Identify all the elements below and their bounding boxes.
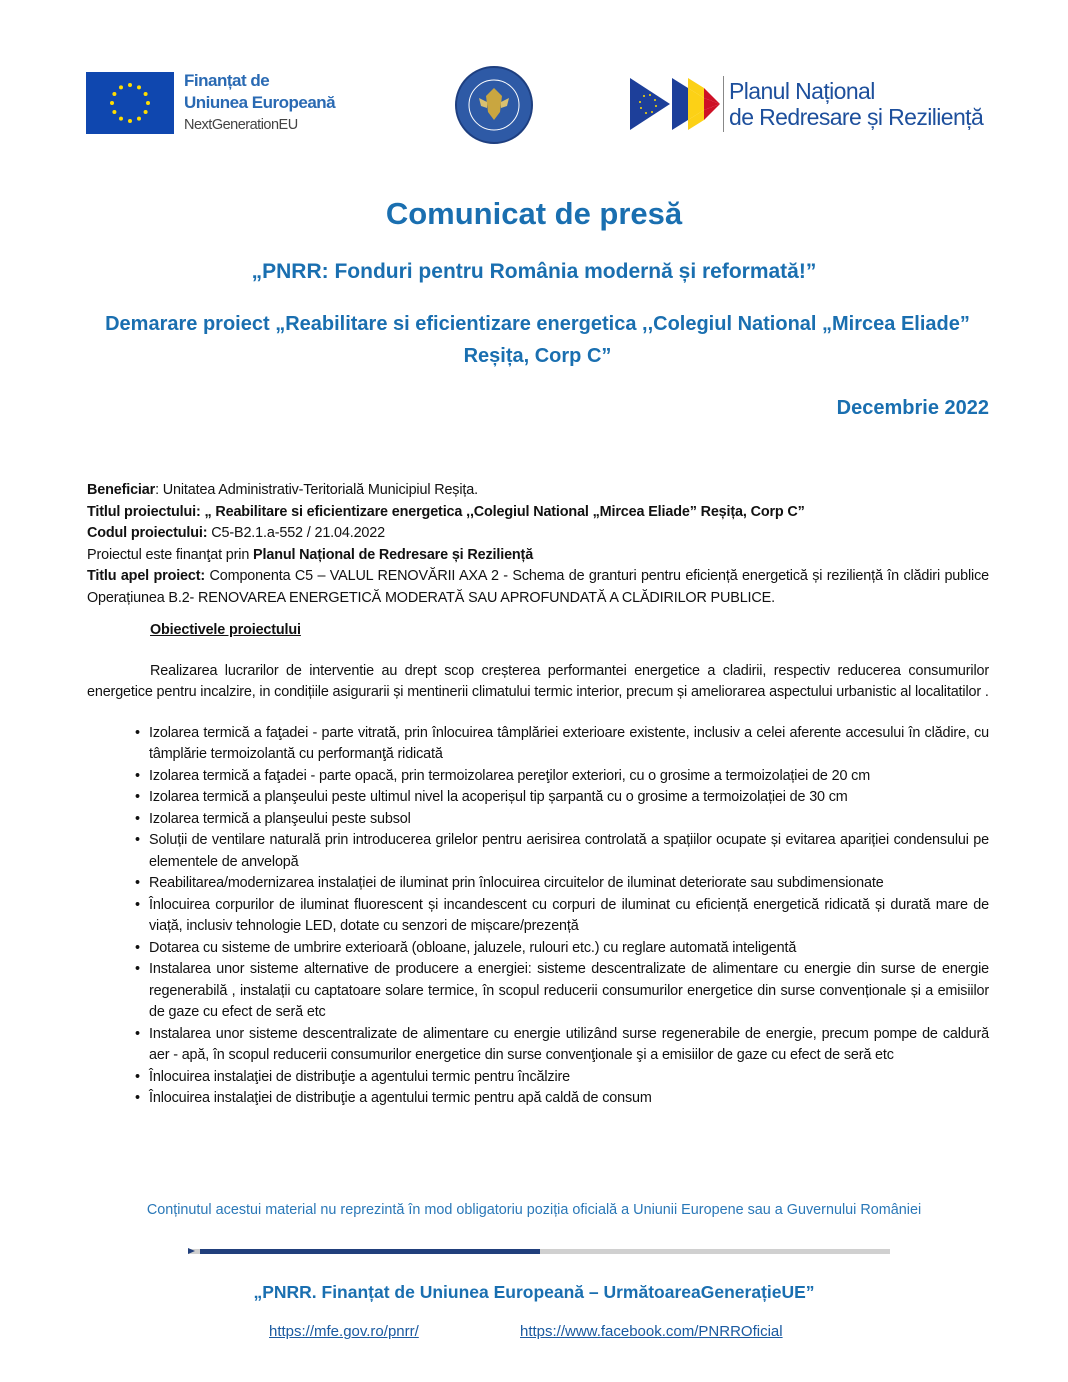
objective-item xyxy=(135,895,989,938)
call-line xyxy=(87,566,989,609)
bar-fill xyxy=(200,1249,540,1254)
pnrr-text-line1: Planul Național xyxy=(729,78,875,104)
objective-text: Izolarea termică a planşeului peste ultimul nivel la acoperișul tip șarpantă cu o grosime a termoizolației de 30 cm xyxy=(149,789,848,805)
beneficiary-label: Beneficiar xyxy=(87,482,156,498)
project-title-line xyxy=(87,502,989,524)
objective-item xyxy=(135,787,989,809)
objective-text: Izolarea termică a faţadei - parte opacă, prin termoizolarea pereţilor exteriori, cu o grosime a termoizolației de 20 cm xyxy=(149,767,871,784)
objective-text: Izolarea termică a planşeului peste subsol xyxy=(149,810,411,827)
objective-item xyxy=(135,1024,989,1067)
release-date: Decembrie 2022 xyxy=(836,397,989,419)
logo-divider xyxy=(723,76,724,132)
beneficiary-value: : Unitatea Administrativ-Teritorială Municipiul Reșița. xyxy=(155,482,478,498)
objective-text: Soluții de ventilare naturală prin introducerea grilelor pentru aerisirea controlată a spațiilor ocupate și evitarea apariției condensului pe elementele de anvelopă xyxy=(149,832,989,870)
objectives-heading: Obiectivele proiectului xyxy=(150,622,301,638)
objective-item xyxy=(135,1067,989,1089)
subtitle: „PNRR: Fonduri pentru România modernă și reformată!” xyxy=(251,260,817,283)
header-logos xyxy=(0,66,1068,146)
bullet-icon: • xyxy=(135,1025,140,1042)
eu-text-line1: Finanțat de xyxy=(184,71,270,90)
footer-divider-bar xyxy=(188,1249,890,1254)
eu-text-line2: Uniunea Europeană xyxy=(184,93,336,112)
link-facebook-pnrr[interactable]: https://www.facebook.com/PNRROficial xyxy=(520,1323,783,1340)
objective-item xyxy=(135,723,989,766)
page-title: Comunicat de presă xyxy=(385,196,683,231)
bullet-icon: • xyxy=(135,961,140,977)
objective-item xyxy=(135,873,989,895)
objective-item xyxy=(135,809,989,831)
bar-arrow-tip xyxy=(188,1248,195,1254)
beneficiary-line xyxy=(87,480,989,502)
bullet-icon: • xyxy=(135,810,140,827)
eu-funding-text xyxy=(184,70,335,136)
project-title: Titlul proiectului: „ Reabilitare si eficientizare energetica ,,Colegiul National „Mircea Eliade” Reșița, Corp C” xyxy=(87,503,805,520)
objective-text: Izolarea termică a faţadei - parte vitrată, prin înlocuirea tâmplăriei exterioare existente, inclusiv a celei aferente accesului în clădire, cu tâmplărie termoizolantă cu performanţă ridicată xyxy=(149,724,989,762)
bullet-icon: • xyxy=(135,832,140,848)
objectives-intro: Realizarea lucrarilor de interventie au drept scop creșterea performantei energetice a cladirii, respectiv reducerea consumurilor energetice pentru incalzire, in condițiile asigurarii și mentinerii climatului termic interior, precum și ameliorarea aspectului urbanistic al localitatilor . xyxy=(87,662,989,700)
link-mfe-pnrr[interactable]: https://mfe.gov.ro/pnrr/ xyxy=(269,1323,419,1340)
document-body xyxy=(87,480,989,1110)
footer-slogan: „PNRR. Finanțat de Uniunea Europeană – UrmătoareaGenerațieUE” xyxy=(253,1282,815,1302)
funding-program: Planul Național de Redresare și Reziliență xyxy=(253,546,534,563)
disclaimer: Conținutul acestui material nu reprezintă în mod obligatoriu poziția oficială a Uniunii Europene sau a Guvernului României xyxy=(146,1202,922,1218)
objectives-list xyxy=(87,723,989,1110)
eu-text-line3: NextGenerationEU xyxy=(184,117,298,133)
bullet-icon: • xyxy=(135,939,140,956)
bullet-icon: • xyxy=(135,767,140,784)
objective-text: Înlocuirea corpurilor de iluminat fluorescent și incandescent cu corpuri de iluminat cu eficiență energetică ridicată și durată mare de viață, inclusiv tehnologie LED, dotate cu senzori de mișcare/prezență xyxy=(149,896,989,934)
romanian-government-seal-logo xyxy=(455,66,533,144)
objective-text: Dotarea cu sisteme de umbrire exterioară (obloane, jaluzele, rulouri etc.) cu reglare automată inteligentă xyxy=(149,939,797,956)
pnrr-logo-text xyxy=(729,78,983,130)
objective-text: Instalarea unor sisteme descentralizate de alimentare cu energie utilizând surse regenerabile de energie, precum pompe de caldură aer - apă, în scopul reducerii consumurilor energetice din surse convenţionale şi a emisiilor de gaze cu efect de seră etc xyxy=(149,1025,989,1063)
objective-item xyxy=(135,938,989,960)
objective-text: Înlocuirea instalaţiei de distribuţie a agentului termic pentru încălzire xyxy=(149,1068,571,1085)
objective-text: Instalarea unor sisteme alternative de producere a energiei: sisteme descentralizate de alimentare cu energie din surse de energie regenerabilă , instalații cu captatoare solare termice, în scopul reducerii consumurilor energetice din surse convenționale și a emisiilor de gaze cu efect de seră etc xyxy=(149,961,989,1020)
funding-line xyxy=(87,545,989,567)
call-label: Titlu apel proiect: xyxy=(87,568,206,584)
objective-text: Înlocuirea instalaţiei de distribuţie a agentului termic pentru apă caldă de consum xyxy=(149,1090,652,1106)
project-heading: Demarare proiect „Reabilitare si eficientizare energetica ,,Colegiul National „Mircea Eliade” Reșița, Corp C” xyxy=(105,313,970,367)
funding-prefix: Proiectul este finanţat prin xyxy=(87,546,254,563)
bullet-icon: • xyxy=(135,875,140,891)
project-code-value: C5-B2.1.a-552 / 21.04.2022 xyxy=(207,525,385,541)
pnrr-text-line2: de Redresare și Reziliență xyxy=(729,104,984,130)
objective-item xyxy=(135,1088,989,1110)
project-code-line xyxy=(87,523,989,545)
objective-item xyxy=(135,830,989,873)
bullet-icon: • xyxy=(135,896,140,913)
pnrr-arrow-logo xyxy=(630,78,722,130)
objective-item xyxy=(135,959,989,1024)
bullet-icon: • xyxy=(135,789,140,805)
bullet-icon: • xyxy=(135,724,140,741)
bullet-icon: • xyxy=(135,1090,140,1106)
eu-flag-logo xyxy=(86,72,174,134)
bullet-icon: • xyxy=(135,1068,140,1085)
call-value: Componenta C5 – VALUL RENOVĂRII AXA 2 - Schema de granturi pentru eficiență energetică și reziliență în clădiri publice Operațiunea B.2- RENOVAREA ENERGETICĂ MODERATĂ SAU APROFUNDATĂ A CLĂDIRILOR PUBLICE. xyxy=(87,568,990,606)
project-code-label: Codul proiectului: xyxy=(87,525,208,541)
objective-item xyxy=(135,766,989,788)
objective-text: Reabilitarea/modernizarea instalației de iluminat prin înlocuirea circuitelor de iluminat deteriorate sau subdimensionate xyxy=(149,875,884,891)
